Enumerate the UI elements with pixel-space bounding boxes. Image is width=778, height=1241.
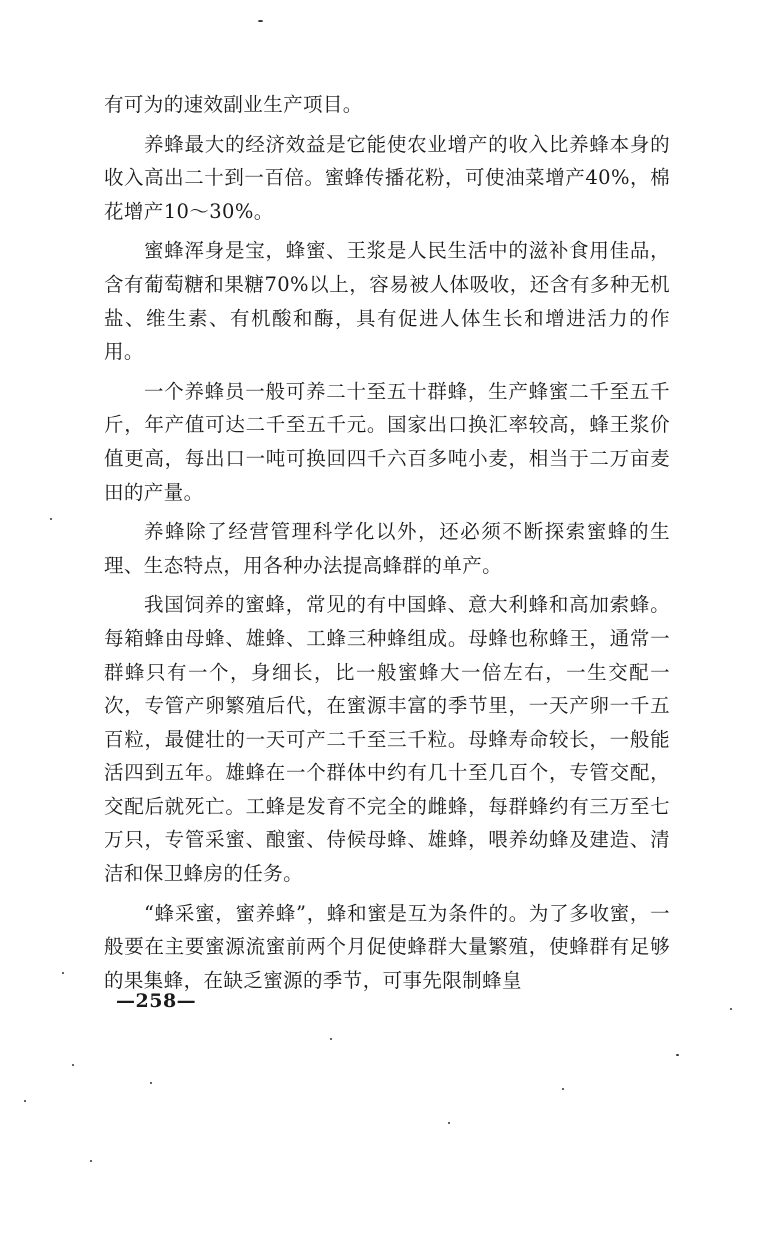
- page-number: —258—: [116, 990, 197, 1012]
- paragraph: 一个养蜂员一般可养二十至五十群蜂，生产蜂蜜二千至五千斤，年产值可达二千至五千元。国家出口换汇率较高，蜂王浆价值更高，每出口一吨可换回四千六百多吨小麦，相当于二万亩麦田的产量。: [104, 379, 670, 504]
- scan-speck: [150, 1082, 152, 1084]
- scan-speck: [62, 972, 64, 974]
- scan-speck: [562, 1088, 564, 1090]
- paragraph-continuation: 有可为的速效副业生产项目。: [104, 93, 363, 116]
- body-text: [104, 88, 670, 997]
- paragraph: “蜂采蜜，蜜养蜂”，蜂和蜜是互为条件的。为了多收蜜，一般要在主要蜜源流蜜前两个月促使蜂群大量繁殖，使蜂群有足够的果集蜂，在缺乏蜜源的季节，可事先限制蜂皇: [104, 901, 670, 992]
- scan-speck: [24, 1100, 26, 1102]
- paragraph: 养蜂最大的经济效益是它能使农业增产的收入比养蜂本身的收入高出二十到一百倍。蜜蜂传播花粉，可使油菜增产40%，棉花增产10～30%。: [104, 132, 670, 223]
- scan-speck: [730, 1008, 732, 1010]
- scan-speck: [90, 1160, 92, 1162]
- scan-speck: [676, 1054, 679, 1056]
- scan-speck: [72, 1064, 74, 1066]
- paragraph: 养蜂除了经营管理科学化以外，还必须不断探索蜜蜂的生理、生态特点，用各种办法提高蜂群的单产。: [104, 520, 670, 577]
- scan-speck: [50, 518, 52, 520]
- scan-speck: [330, 1038, 332, 1040]
- scan-speck: [448, 1122, 450, 1124]
- paragraph: 我国饲养的蜜蜂，常见的有中国蜂、意大利蜂和高加索蜂。每箱蜂由母蜂、雄蜂、工蜂三种蜂组成。母蜂也称蜂王，通常一群蜂只有一个，身细长，比一般蜜蜂大一倍左右，一生交配一次，专管产卵繁殖后代，在蜜源丰富的季节里，一天产卵一千五百粒，最健壮的一天可产二千至三千粒。母蜂寿命较长，一般能活四到五年。雄蜂在一个群体中约有几十至几百个，专管交配，交配后就死亡。工蜂是发育不完全的雌蜂，每群蜂约有三万至七万只，专管采蜜、酿蜜、侍候母蜂、雄蜂，喂养幼蜂及建造、清洁和保卫蜂房的任务。: [104, 593, 670, 886]
- paragraph: 蜜蜂浑身是宝，蜂蜜、王浆是人民生活中的滋补食用佳品，含有葡萄糖和果糖70%以上，容易被人体吸收，还含有多种无机盐、维生素、有机酸和酶，具有促进人体生长和增进活力的作用。: [104, 239, 670, 364]
- scan-speck: [258, 20, 263, 22]
